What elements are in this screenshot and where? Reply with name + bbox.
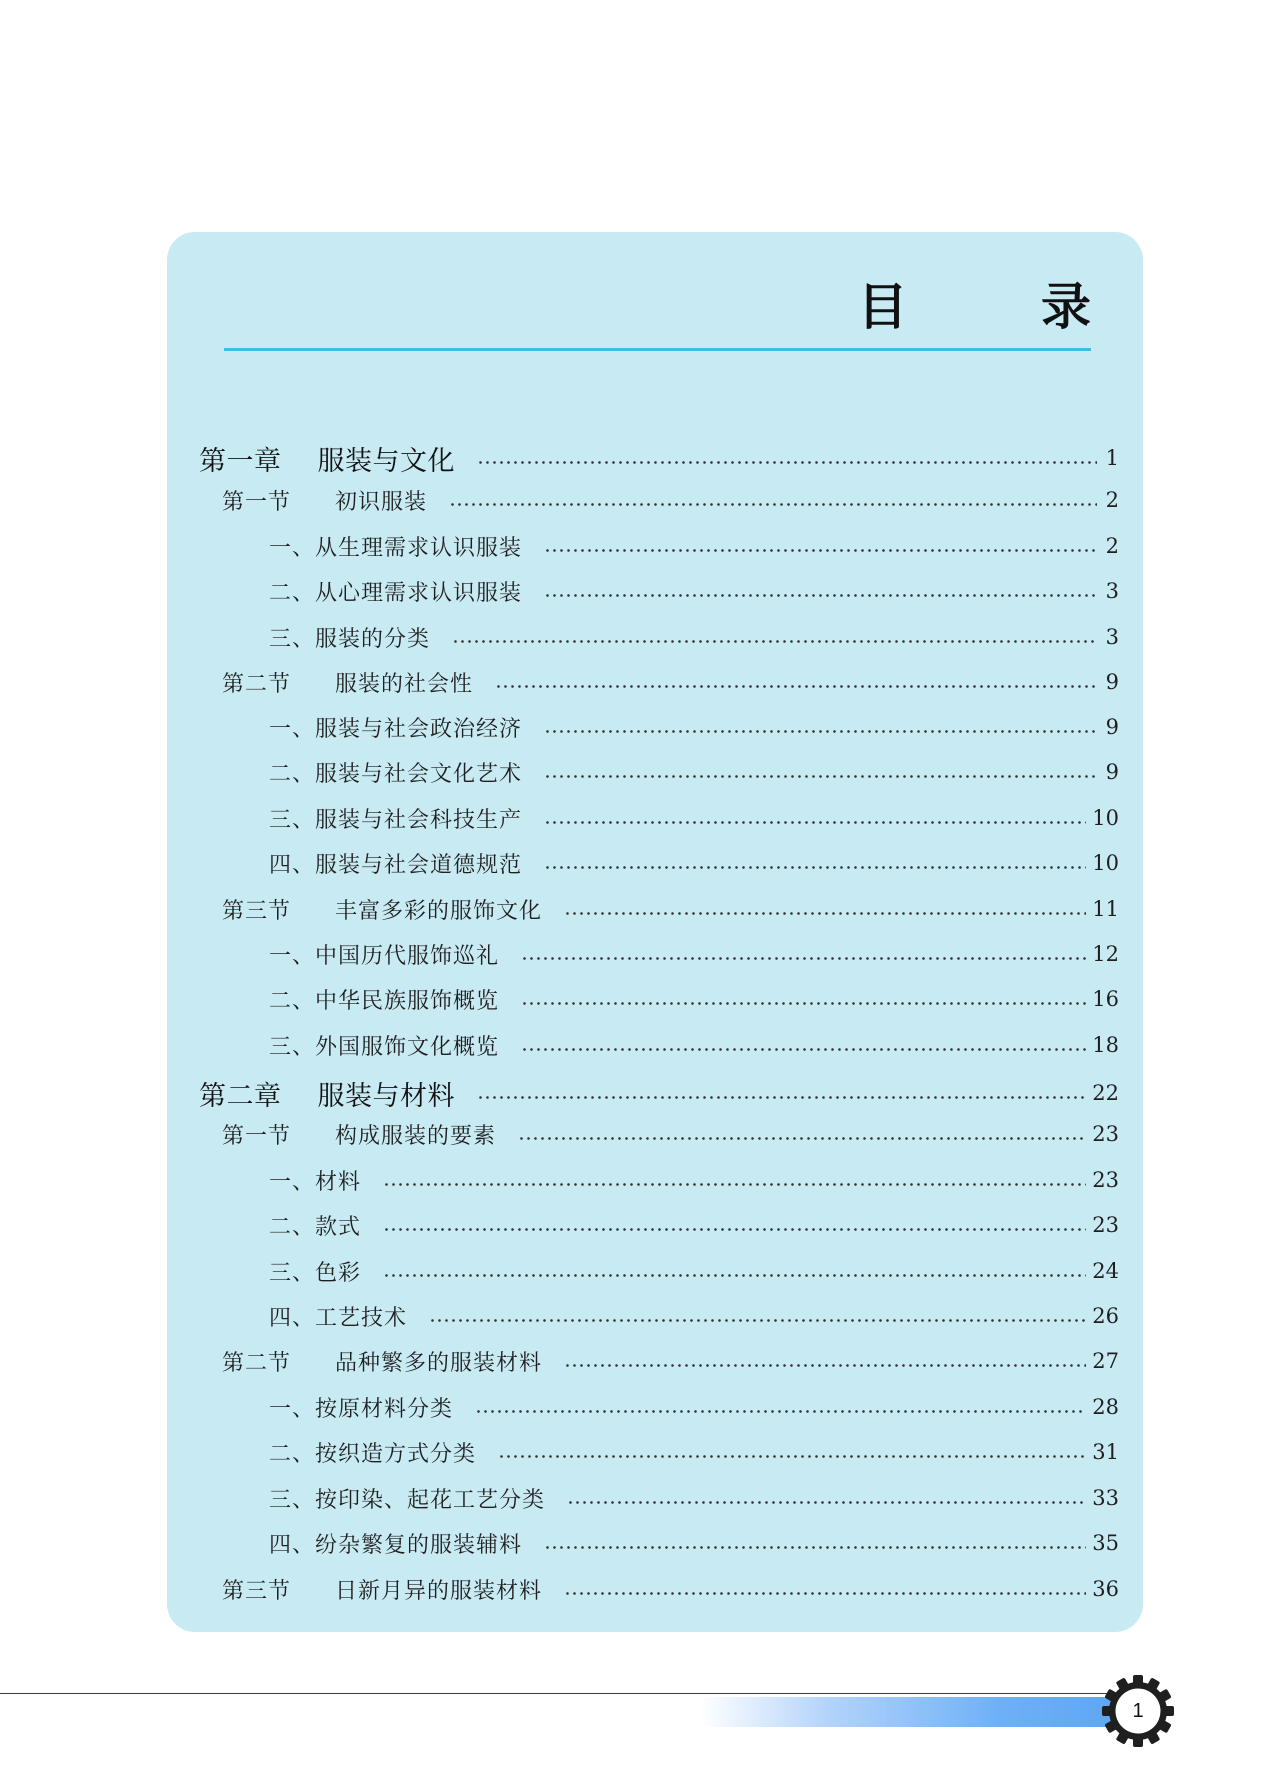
toc-entry-item[interactable] (269, 843, 1119, 883)
toc-leader-dots (498, 1455, 1086, 1458)
toc-entry-title: 丰富多彩的服饰文化 (335, 898, 543, 924)
footer-gradient-bar (700, 1697, 1130, 1727)
toc-entry-item[interactable] (269, 617, 1119, 657)
toc-leader-dots (544, 594, 1097, 597)
toc-leader-dots (383, 1274, 1086, 1277)
toc-leader-dots (564, 1592, 1086, 1595)
toc-leader-dots (521, 957, 1086, 960)
toc-entry-title: 服装的分类 (315, 626, 431, 652)
toc-entry-label (269, 622, 430, 653)
toc-entry-page: 35 (1092, 1531, 1119, 1555)
toc-entry-item[interactable] (269, 707, 1119, 747)
toc-leader-dots (564, 1364, 1086, 1367)
toc-leader-dots (567, 1501, 1086, 1504)
page-number: 1 (1132, 1700, 1144, 1722)
toc-entry-page: 23 (1092, 1213, 1119, 1237)
toc-leader-dots (449, 503, 1097, 506)
toc-entry-page: 12 (1092, 942, 1119, 966)
toc-leader-dots (383, 1228, 1086, 1231)
toc-entry-label (269, 1210, 361, 1241)
toc-entry-item[interactable] (269, 526, 1119, 566)
toc-entry-number: 二、 (269, 1441, 316, 1467)
toc-entry-number: 第一节 (222, 1123, 292, 1149)
toc-entry-title: 中华民族服饰概览 (315, 988, 500, 1014)
toc-entry-title: 工艺技术 (315, 1305, 408, 1331)
toc-entry-label (269, 712, 522, 743)
toc-entry-section[interactable] (222, 1114, 1119, 1154)
toc-entry-label (269, 531, 522, 562)
toc-entry-page: 11 (1092, 897, 1119, 921)
toc-leader-dots (477, 461, 1097, 464)
toc-entry-label (222, 894, 542, 925)
toc-panel (167, 232, 1149, 1632)
toc-entry-section[interactable] (222, 480, 1119, 520)
toc-entry-title: 纷杂繁复的服装辅料 (315, 1532, 523, 1558)
footer-rule (0, 1693, 1115, 1694)
toc-entry-label (269, 848, 522, 879)
toc-entry-number: 第二章 (199, 1080, 282, 1112)
toc-leader-dots (544, 866, 1086, 869)
toc-entry-title: 按印染、起花工艺分类 (315, 1487, 546, 1513)
toc-entry-label (269, 1483, 545, 1514)
toc-entry-page: 3 (1105, 625, 1119, 649)
toc-entry-number: 四、 (269, 1305, 316, 1331)
toc-entry-label (269, 803, 522, 834)
toc-entry-label (269, 1392, 453, 1423)
toc-entry-label (222, 667, 473, 698)
toc-entry-label (269, 757, 522, 788)
toc-entry-page: 27 (1092, 1349, 1119, 1373)
toc-entry-item[interactable] (269, 1205, 1119, 1245)
toc-entry-label (269, 1256, 361, 1287)
toc-entry-number: 第三节 (222, 1578, 292, 1604)
toc-leader-dots (544, 549, 1097, 552)
toc-entry-title: 服装与材料 (317, 1080, 455, 1112)
toc-leader-dots (544, 730, 1097, 733)
toc-entry-number: 第一节 (222, 489, 292, 515)
toc-entry-page: 28 (1092, 1395, 1119, 1419)
toc-entry-page: 9 (1105, 760, 1119, 784)
toc-entry-page: 3 (1105, 579, 1119, 603)
toc-entry-title: 服装与社会政治经济 (315, 716, 523, 742)
toc-entry-page: 1 (1105, 446, 1119, 470)
toc-entry-title: 色彩 (315, 1260, 362, 1286)
toc-entry-page: 10 (1092, 851, 1119, 875)
toc-entry-title: 服装与文化 (317, 445, 455, 477)
toc-entry-chapter[interactable] (199, 1073, 1119, 1113)
toc-entry-item[interactable] (269, 798, 1119, 838)
toc-entry-number: 四、 (269, 1532, 316, 1558)
toc-entry-item[interactable] (269, 1432, 1119, 1472)
toc-leader-dots (495, 685, 1097, 688)
toc-leader-dots (383, 1183, 1086, 1186)
toc-entry-label (269, 1528, 522, 1559)
toc-entry-label (269, 1437, 476, 1468)
toc-entry-page: 16 (1092, 987, 1119, 1011)
toc-entry-section[interactable] (222, 662, 1119, 702)
toc-entry-title: 日新月异的服装材料 (335, 1578, 543, 1604)
toc-entry-page: 23 (1092, 1122, 1119, 1146)
toc-entry-number: 三、 (269, 1034, 316, 1060)
toc-entry-item[interactable] (269, 571, 1119, 611)
toc-entry-number: 三、 (269, 807, 316, 833)
toc-entry-title: 从心理需求认识服装 (315, 580, 523, 606)
toc-leader-dots (477, 1096, 1086, 1099)
toc-entry-item[interactable] (269, 1387, 1119, 1427)
toc-entry-number: 一、 (269, 716, 316, 742)
toc-entry-section[interactable] (222, 1341, 1119, 1381)
toc-entry-number: 二、 (269, 1214, 316, 1240)
toc-entry-label (199, 439, 455, 478)
toc-entry-number: 一、 (269, 1169, 316, 1195)
toc-entry-label (222, 1119, 496, 1150)
toc-entry-page: 9 (1105, 715, 1119, 739)
toc-entry-number: 三、 (269, 626, 316, 652)
toc-entry-label (269, 1301, 407, 1332)
toc-entry-item[interactable] (269, 752, 1119, 792)
toc-entry-page: 22 (1092, 1081, 1119, 1105)
toc-entry-section[interactable] (222, 1569, 1119, 1609)
toc-entry-number: 三、 (269, 1487, 316, 1513)
toc-entry-page: 33 (1092, 1486, 1119, 1510)
toc-entry-number: 四、 (269, 852, 316, 878)
toc-entry-number: 二、 (269, 988, 316, 1014)
toc-leader-dots (429, 1319, 1086, 1322)
toc-entry-title: 构成服装的要素 (335, 1123, 497, 1149)
toc-entry-item[interactable] (269, 934, 1119, 974)
toc-entry-number: 三、 (269, 1260, 316, 1286)
toc-entry-label (269, 984, 499, 1015)
toc-entry-title: 中国历代服饰巡礼 (315, 943, 500, 969)
toc-entry-page: 24 (1092, 1259, 1119, 1283)
toc-title: 目 录 (857, 278, 1149, 336)
toc-entry-title: 初识服装 (335, 489, 428, 515)
toc-entry-title: 服装与社会科技生产 (315, 807, 523, 833)
toc-entry-item[interactable] (269, 1160, 1119, 1200)
toc-entry-title: 材料 (315, 1169, 362, 1195)
toc-entry-page: 9 (1105, 670, 1119, 694)
toc-entry-title: 从生理需求认识服装 (315, 535, 523, 561)
toc-entry-number: 一、 (269, 943, 316, 969)
toc-entry-item[interactable] (269, 1523, 1119, 1563)
toc-entry-number: 一、 (269, 1396, 316, 1422)
toc-entry-page: 31 (1092, 1440, 1119, 1464)
toc-entry-page: 23 (1092, 1168, 1119, 1192)
toc-entry-label (222, 1346, 542, 1377)
toc-entry-number: 第二节 (222, 671, 292, 697)
toc-entry-item[interactable] (269, 1296, 1119, 1336)
toc-entry-number: 第一章 (199, 445, 282, 477)
toc-entry-section[interactable] (222, 889, 1119, 929)
toc-entry-label (222, 1574, 542, 1605)
toc-entry-item[interactable] (269, 979, 1119, 1019)
toc-entry-title: 按原材料分类 (315, 1396, 454, 1422)
toc-entry-title: 款式 (315, 1214, 362, 1240)
toc-entry-label (269, 1030, 499, 1061)
toc-leader-dots (544, 821, 1086, 824)
toc-entry-page: 18 (1092, 1033, 1119, 1057)
toc-entry-label (269, 576, 522, 607)
toc-entry-page: 2 (1105, 488, 1119, 512)
toc-entry-title: 按织造方式分类 (315, 1441, 477, 1467)
toc-entry-page: 2 (1105, 534, 1119, 558)
toc-entry-item[interactable] (269, 1251, 1119, 1291)
toc-entry-number: 第三节 (222, 898, 292, 924)
toc-entry-page: 36 (1092, 1577, 1119, 1601)
toc-entry-item[interactable] (269, 1025, 1119, 1065)
toc-entry-chapter[interactable] (199, 438, 1119, 478)
toc-entry-title: 服装的社会性 (335, 671, 474, 697)
toc-leader-dots (518, 1137, 1086, 1140)
toc-leader-dots (452, 640, 1097, 643)
toc-entry-number: 一、 (269, 535, 316, 561)
toc-leader-dots (475, 1410, 1086, 1413)
toc-entry-item[interactable] (269, 1478, 1119, 1518)
toc-entry-page: 10 (1092, 806, 1119, 830)
toc-entry-label (269, 1165, 361, 1196)
page-badge (1100, 1673, 1176, 1749)
toc-entry-number: 第二节 (222, 1350, 292, 1376)
toc-leader-dots (521, 1002, 1086, 1005)
toc-entry-label (199, 1074, 455, 1113)
toc-leader-dots (544, 775, 1097, 778)
toc-entry-label (269, 939, 499, 970)
toc-entry-title: 品种繁多的服装材料 (335, 1350, 543, 1376)
toc-entry-title: 服装与社会文化艺术 (315, 761, 523, 787)
toc-entry-title: 外国服饰文化概览 (315, 1034, 500, 1060)
toc-list (167, 232, 1143, 1632)
toc-entry-page: 26 (1092, 1304, 1119, 1328)
toc-entry-number: 二、 (269, 761, 316, 787)
toc-entry-title: 服装与社会道德规范 (315, 852, 523, 878)
toc-leader-dots (544, 1546, 1086, 1549)
toc-entry-label (222, 485, 427, 516)
toc-entry-number: 二、 (269, 580, 316, 606)
toc-leader-dots (564, 912, 1086, 915)
toc-leader-dots (521, 1048, 1086, 1051)
